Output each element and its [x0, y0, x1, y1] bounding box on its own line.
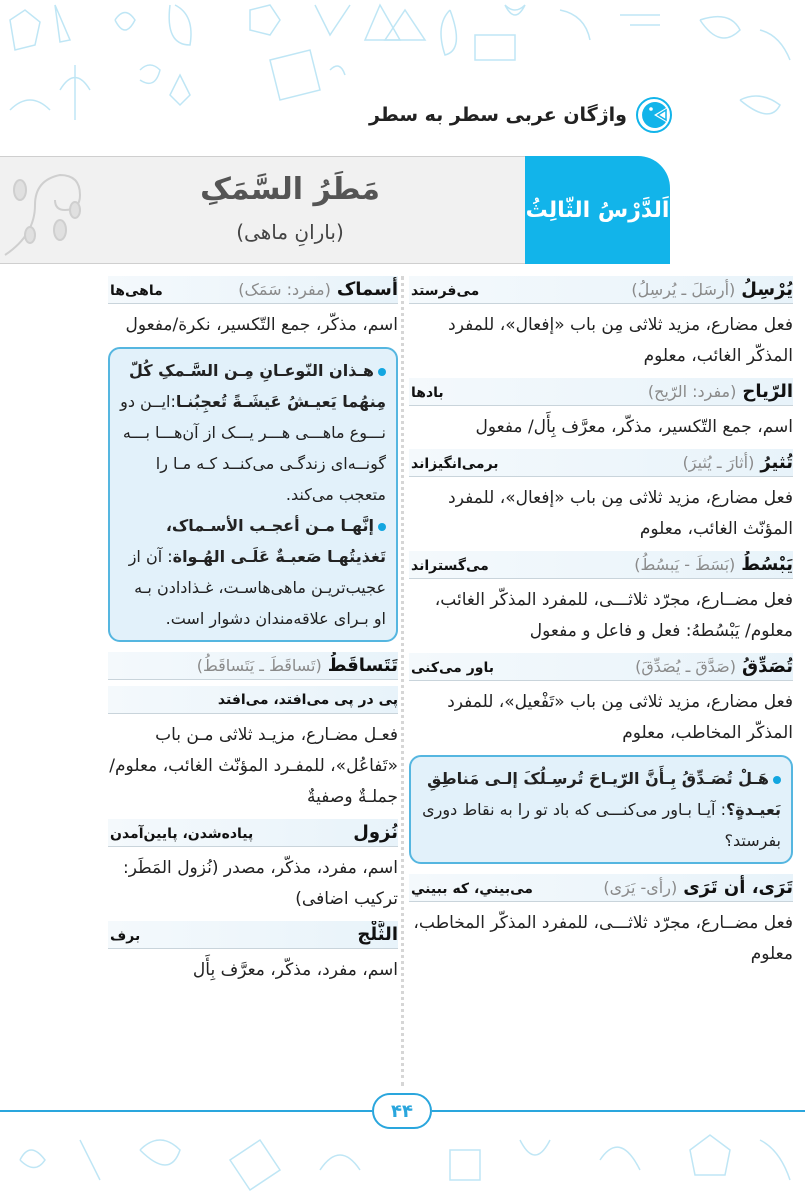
entry-meaning: پی در پی می‌افتد، می‌افتد: [217, 692, 398, 708]
entry-forms: (تَساقَطَ ـ يَتَساقَطُ): [196, 656, 322, 675]
bullet-icon: [378, 523, 386, 531]
entry-body: فعل مضــارع، مجرّد ثلاثـــی، للمفرد المذکّر المخاطب، معلوم: [413, 913, 793, 964]
entry-word: تَتَساقَطُ: [327, 655, 398, 676]
bullet-icon: [378, 368, 386, 376]
entry-head: [108, 921, 398, 949]
entry-forms: (بَسَطَ - يَبسُطُ): [634, 555, 736, 574]
vocab-entry: [409, 874, 793, 970]
page-footer: [0, 1093, 805, 1129]
entry-body: اسم، مفرد، مذکّر، معرَّف بِأَل: [192, 960, 398, 980]
entry-forms: (أرسَلَ ـ يُرسِلُ): [631, 280, 736, 299]
entry-forms: (أثارَ ـ يُثيرَ): [682, 453, 755, 472]
entry-head: [108, 686, 398, 714]
section-title: واژگان عربی سطر به سطر: [369, 104, 627, 126]
entry-word: الرّياح: [742, 381, 793, 402]
entry-body: اسم، جمع التّکسیر، مذکّر، معرَّف بِأَل/ مفعول: [475, 417, 793, 437]
lesson-banner: [0, 156, 805, 264]
entry-head: [108, 276, 398, 304]
entry-meaning: ماهی‌ها: [110, 283, 163, 299]
page-number-badge: [372, 1093, 432, 1129]
note-persian: : آن از عجیب‌تریـن ماهی‌هاسـت، غـذادادن بـه او بـرای علاقه‌مندان دشوار است.: [128, 547, 386, 628]
entry-meaning: می‌بيني، که ببيني: [411, 881, 533, 897]
entry-body: فعل مضارع، مزید ثلاثی مِن باب «إفعال»، للمفرد المؤنّث الغائب، معلوم: [448, 488, 793, 539]
vocab-entry: [108, 652, 398, 813]
entry-word: تَرَی، أن تَرَی: [683, 877, 793, 898]
entry-head: [108, 652, 398, 680]
entry-head: [409, 551, 793, 579]
entry-meaning: برف: [110, 928, 141, 944]
entry-word: نُزول: [353, 822, 398, 843]
entry-word: تُصَدِّقُ: [742, 656, 793, 677]
vocab-entry: [108, 276, 398, 341]
lesson-label: اَلدَّرْسُ الثّالِثُ: [525, 197, 670, 223]
entry-meaning: پیاده‌شدن، پایین‌آمدن: [110, 826, 254, 842]
vocab-entry: [108, 819, 398, 915]
entry-body: فعل مضــارع، مجرّد ثلاثـــی، للمفرد المذکّر الغائب، معلوم/ يَبْسُطهُ: فعل و فاعل و مفعول: [434, 590, 793, 641]
entry-forms: (مفرد: سَمَک): [238, 280, 331, 299]
entry-head: [409, 874, 793, 902]
entry-head: [108, 819, 398, 847]
entry-body: فعل مضارع، مزید ثلاثی مِن باب «إفعال»، للمفرد المذکّر الغائب، معلوم: [448, 315, 793, 366]
entry-meaning: می‌گستراند: [411, 558, 489, 574]
note-arabic: هَـلْ تُصَـدِّقُ بِـأَنَّ الرّيـاحَ تُرسِـلُکَ إلـی مَناطِقِ بَعيـدةٍ؟: [427, 769, 781, 819]
entry-word: يُرْسِلُ: [741, 279, 793, 300]
section-header: [369, 96, 673, 134]
note-arabic: إنَّهـا مـن أعجـب الأسـماک، تَغذيتُهـا صَعبـةٌ عَلَـی الهُـواة: [165, 516, 386, 566]
vocab-entry: [108, 921, 398, 986]
note-persian: : آیـا بـاور می‌کنـــی که باد تو را به نقاط دوری بفرستد؟: [422, 800, 781, 850]
right-column: [409, 276, 793, 976]
entry-body: اسم، مذکّر، جمع التّکسیر، نکرة/مفعول: [125, 315, 398, 335]
vocab-entry: [409, 449, 793, 545]
entry-word: الثَّلْج: [357, 924, 398, 945]
entry-word: تُثيرُ: [760, 452, 793, 473]
entry-body: فعـل مضـارع، مزيـد ثلاثی مـن باب «تَفاعُل»، للمفـرد المؤنّث الغائب، معلوم/ جملـةٌ وصفيةٌ: [109, 725, 398, 807]
entry-forms: (رأی- يَرَی): [603, 878, 678, 897]
vocab-entry: [409, 378, 793, 443]
entry-meaning: باور می‌کنی: [411, 660, 495, 676]
entry-body: فعل مضارع، مزید ثلاثی مِن باب «تَفْعيل»، للمفرد المذکّر المخاطب، معلوم: [447, 692, 793, 743]
entry-meaning: بادها: [411, 385, 444, 401]
entry-forms: (مفرد: الرّيح): [647, 382, 737, 401]
entry-forms: (صَدَّقَ ـ يُصَدِّقَ): [635, 657, 736, 676]
entry-word: أسماک: [336, 279, 398, 300]
lesson-title: مَطَرُ السَّمَکِ: [200, 172, 380, 207]
lesson-subtitle: (بارانِ ماهی): [236, 220, 344, 244]
left-column: [108, 276, 398, 992]
bullet-icon: [773, 776, 781, 784]
entry-head: [409, 378, 793, 406]
entry-word: يَبْسُطُ: [741, 554, 793, 575]
vocab-entry: [409, 551, 793, 647]
entry-meaning: می‌فرستد: [411, 283, 480, 299]
note-persian: :ایــن دو نـــوع ماهـــی هـــر یـــک از آن‌هـــا بـــه گونــه‌ای زندگـی می‌کنــد کـه مـا را متعجب می‌کند.: [120, 392, 386, 504]
entry-head: [409, 653, 793, 681]
footer-rule: [0, 1110, 372, 1112]
entry-head: [409, 449, 793, 477]
footer-rule: [432, 1110, 805, 1112]
entry-meaning: برمی‌انگیزاند: [411, 456, 499, 472]
entry-body: اسم، مفرد، مذکّر، مصدر (نُزول المَطَر: ترکیب اضافی): [123, 858, 398, 909]
vocab-entry: [409, 653, 793, 749]
example-note-box: [108, 347, 398, 642]
floral-swirl-ornament: [0, 160, 90, 260]
column-divider: [401, 276, 404, 1086]
entry-head: [409, 276, 793, 304]
page-number: ۴۴: [391, 1100, 413, 1122]
lesson-number-tab: [525, 156, 670, 264]
pacman-icon: [635, 96, 673, 134]
vocab-entry: [409, 276, 793, 372]
note-arabic: هـذان النّوعـانِ مِـن السَّـمکِ کُلّ مِنهُما يَعيـشُ عَيشَـةً تُعجِبُنـا: [128, 361, 386, 411]
example-note-box: [409, 755, 793, 864]
